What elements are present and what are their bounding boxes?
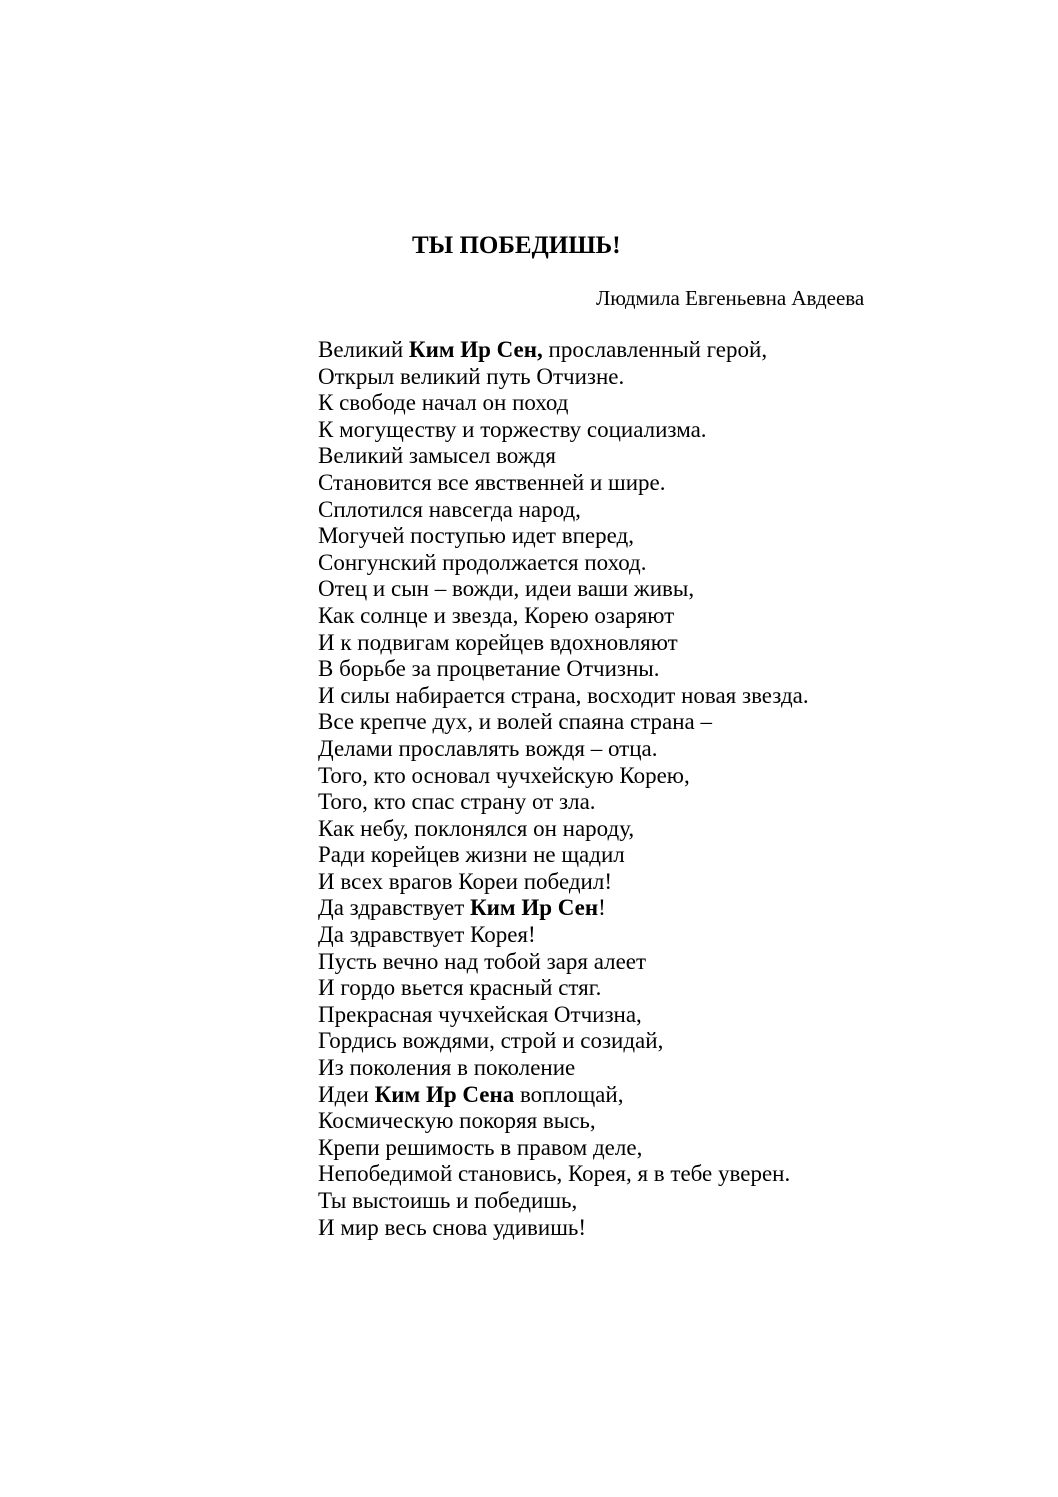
poem-line-text: Из поколения в поколение bbox=[318, 1055, 576, 1081]
poem-line-text: И силы набирается страна, восходит новая звезда. bbox=[318, 682, 809, 708]
poem-line-text: Гордись вождями, строй и созидай, bbox=[318, 1028, 664, 1054]
poem-line bbox=[318, 656, 809, 683]
poem-line-text: Того, кто спас страну от зла. bbox=[318, 789, 596, 815]
poem-line bbox=[318, 630, 809, 657]
poem-line bbox=[318, 1188, 809, 1215]
poem-line-text: И к подвигам корейцев вдохновляют bbox=[318, 629, 678, 655]
poem-line bbox=[318, 390, 809, 417]
poem-line bbox=[318, 895, 809, 922]
poem-line bbox=[318, 922, 809, 949]
poem-line-text: И всех врагов Кореи победил! bbox=[318, 868, 612, 894]
poem-line-text: Да здравствует bbox=[318, 895, 470, 921]
poem-line-text: прославленный герой, bbox=[542, 337, 768, 362]
poem-line-text: Могучей поступью идет вперед, bbox=[318, 523, 634, 549]
poem-line-text: К свободе начал он поход bbox=[318, 390, 569, 416]
poem-line bbox=[318, 1135, 809, 1162]
poem-line-text: Непобедимой становись, Корея, я в тебе уверен. bbox=[318, 1161, 791, 1187]
poem-line-text: ! bbox=[598, 895, 606, 921]
poem-line-text: Отец и сын – вожди, идеи ваши живы, bbox=[318, 576, 695, 602]
poem-line-text: Делами прославлять вождя – отца. bbox=[318, 735, 658, 761]
poem-line bbox=[318, 869, 809, 896]
poem-line bbox=[318, 1161, 809, 1188]
poem-line bbox=[318, 470, 809, 497]
poem-line bbox=[318, 1108, 809, 1135]
poem-line bbox=[318, 1028, 809, 1055]
poem-line-text: воплощай, bbox=[514, 1081, 624, 1107]
poem-line bbox=[318, 1082, 809, 1109]
poem-body bbox=[318, 337, 809, 1241]
poem-line-text: Как небу, поклонялся он народу, bbox=[318, 815, 635, 841]
poem-line-text: Пусть вечно над тобой заря алеет bbox=[318, 948, 647, 974]
poem-line bbox=[318, 603, 809, 630]
poem-line-text: К могуществу и торжеству социализма. bbox=[318, 416, 707, 442]
poem-line-bold-text: Ким Ир Сен, bbox=[408, 337, 543, 362]
poem-line-text: Великий замысел вождя bbox=[318, 443, 556, 469]
poem-line-text: Великий bbox=[318, 337, 409, 362]
poem-line bbox=[318, 1002, 809, 1029]
poem-line-text: Прекрасная чучхейская Отчизна, bbox=[318, 1001, 642, 1027]
poem-line-text: И мир весь снова удивишь! bbox=[318, 1214, 587, 1240]
poem-line-text: Сонгунский продолжается поход. bbox=[318, 549, 647, 575]
poem-line bbox=[318, 523, 809, 550]
poem-line-text: Да здравствует Корея! bbox=[318, 922, 536, 948]
poem-line bbox=[318, 1215, 809, 1242]
poem-line-text: Сплотился навсегда народ, bbox=[318, 496, 581, 522]
poem-line-text: Космическую покоряя высь, bbox=[318, 1108, 596, 1134]
poem-line bbox=[318, 816, 809, 843]
poem-line bbox=[318, 763, 809, 790]
poem-line bbox=[318, 975, 809, 1002]
poem-line bbox=[318, 1055, 809, 1082]
poem-line-text: Как солнце и звезда, Корею озаряют bbox=[318, 602, 675, 628]
poem-line bbox=[318, 949, 809, 976]
poem-line bbox=[318, 736, 809, 763]
poem-line-text: Все крепче дух, и волей спаяна страна – bbox=[318, 709, 712, 735]
poem-line-text: Становится все явственней и шире. bbox=[318, 469, 666, 495]
poem-line bbox=[318, 417, 809, 444]
poem-line-bold-text: Ким Ир Сена bbox=[374, 1081, 515, 1107]
poem-line bbox=[318, 337, 809, 364]
poem-line-bold-text: Ким Ир Сен bbox=[470, 895, 599, 921]
poem-line bbox=[318, 842, 809, 869]
poem-line-text: Идеи bbox=[318, 1081, 375, 1107]
poem-line-text: Того, кто основал чучхейскую Корею, bbox=[318, 762, 690, 788]
poem-title: ТЫ ПОБЕДИШЬ! bbox=[412, 232, 621, 259]
poem-line bbox=[318, 443, 809, 470]
poem-line bbox=[318, 576, 809, 603]
author-name: Людмила Евгеньевна Авдеева bbox=[596, 286, 865, 310]
poem-line bbox=[318, 497, 809, 524]
poem-line bbox=[318, 709, 809, 736]
poem-line bbox=[318, 364, 809, 391]
poem-line-text: Ты выстоишь и победишь, bbox=[318, 1188, 578, 1213]
poem-line-text: Ради корейцев жизни не щадил bbox=[318, 842, 625, 868]
poem-line-text: Крепи решимость в правом деле, bbox=[318, 1134, 643, 1160]
poem-line-text: В борьбе за процветание Отчизны. bbox=[318, 656, 660, 682]
poem-line bbox=[318, 683, 809, 710]
poem-line-text: И гордо вьется красный стяг. bbox=[318, 975, 602, 1001]
poem-line bbox=[318, 789, 809, 816]
poem-line-text: Открыл великий путь Отчизне. bbox=[318, 363, 625, 389]
poem-line bbox=[318, 550, 809, 577]
